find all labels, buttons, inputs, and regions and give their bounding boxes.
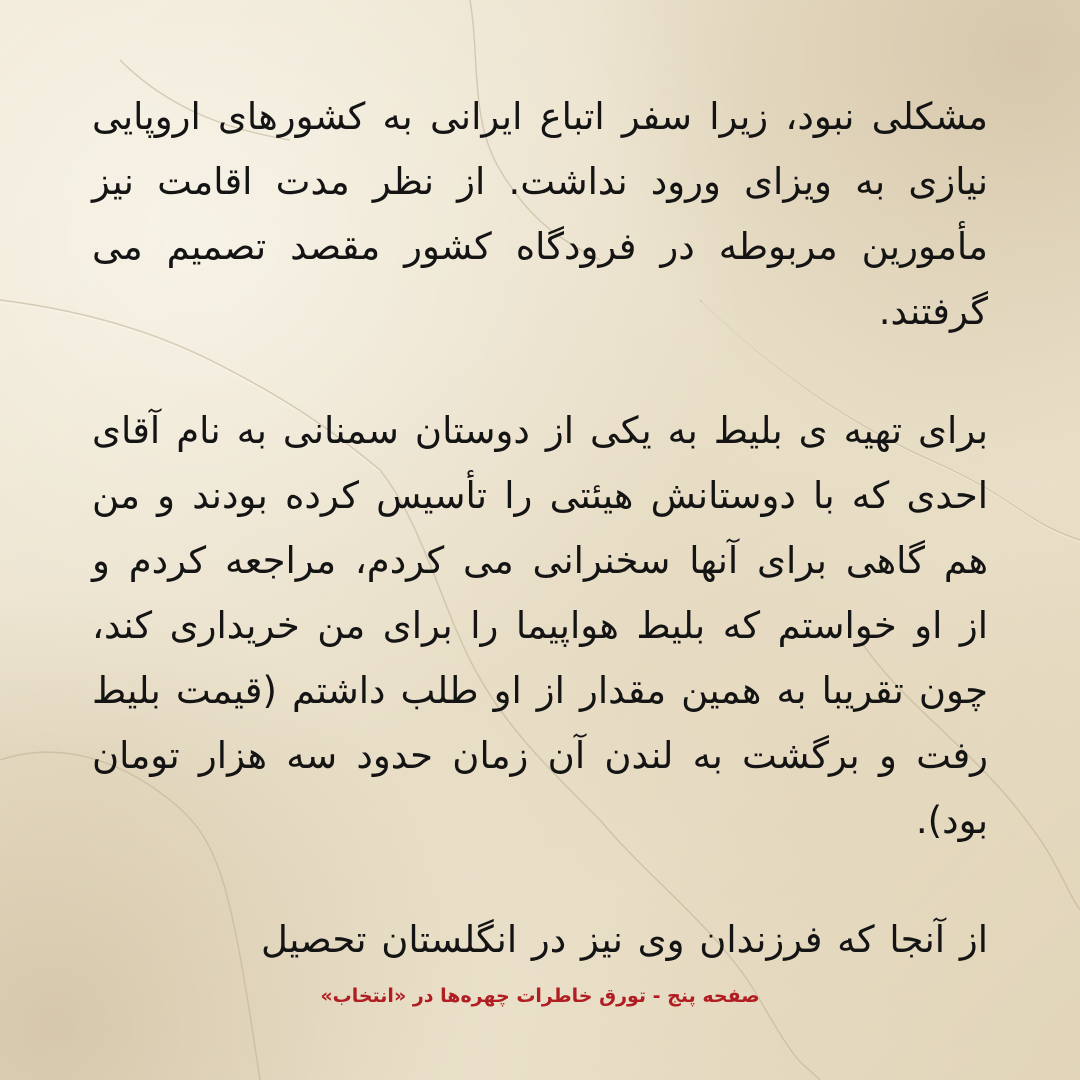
paragraph-2: برای تهیه ی بلیط به یکی از دوستان سمنانی به نام آقای احدی که با دوستانش هیئتی را تأسیس کرده بودند و من هم گاهی برای آنها سخنرانی می کردم، مراجعه کردم و از او خواستم که بلیط هواپیما را برای من خریداری کند، چون تقریبا به همین مقدار از او طلب داشتم (قیمت بلیط رفت و برگشت به لندن آن زمان حدود سه هزار تومان بود).	[92, 409, 988, 842]
footer-caption: صفحه پنج - تورق خاطرات چهره‌ها در «انتخاب»	[320, 985, 760, 1007]
paragraph-1: مشکلی نبود، زیرا سفر اتباع ایرانی به کشورهای اروپایی نیازی به ویزای ورود نداشت. از نظر مدت اقامت نیز مأمورین مربوطه در فرودگاه کشور مقصد تصمیم می گرفتند.	[92, 95, 988, 333]
document-body	[92, 84, 988, 972]
paragraph-3: از آنجا که فرزندان وی نیز در انگلستان تحصیل	[261, 918, 988, 961]
